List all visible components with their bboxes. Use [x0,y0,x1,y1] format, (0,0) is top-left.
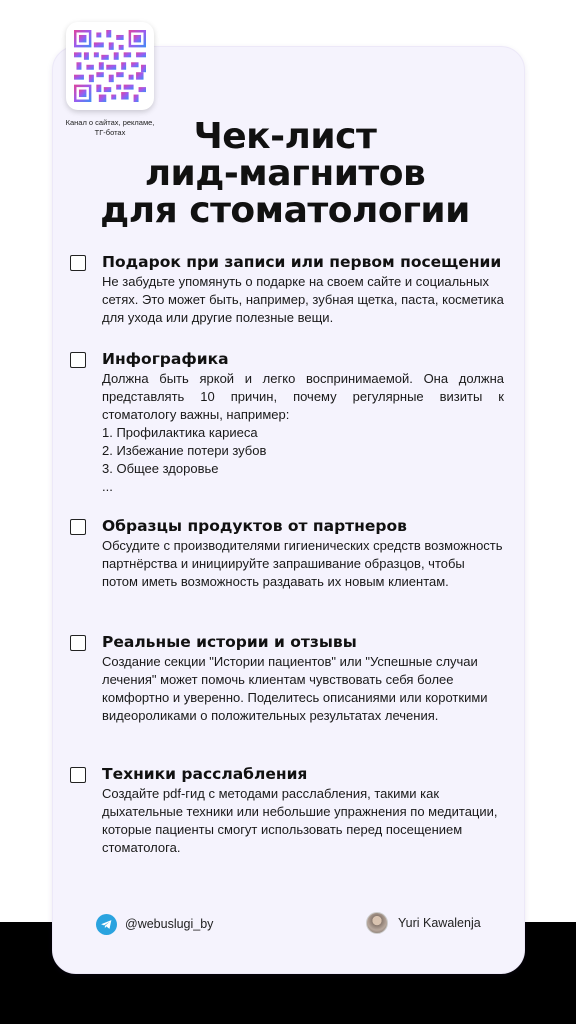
list-item: 1. Профилактика кариеса [102,425,258,440]
checkbox[interactable] [70,255,86,271]
checkbox[interactable] [70,519,86,535]
item-list [102,424,504,496]
qr-caption: Канал о сайтах, рекламе, ТГ-ботах [65,118,155,137]
qr-code[interactable] [66,22,154,110]
list-item: 3. Общее здоровье [102,461,219,476]
telegram-handle: @webuslugi_by [125,917,214,931]
title-line-1: Чек-лист [193,116,377,157]
item-body: Обсудите с производителями гигиенических средств возможность партнёрства и инициируйте запрашивание образцов, чтобы потом иметь возможность раздавать их новым клиентам. [102,538,503,589]
avatar [366,912,388,934]
checklist-item-relaxation [70,763,510,863]
list-item: ... [102,479,113,494]
item-title: Реальные истории и отзывы [102,633,357,651]
telegram-link[interactable] [96,912,213,936]
item-title: Подарок при записи или первом посещении [102,253,502,271]
item-body: Создание секции "Истории пациентов" или "Успешные случаи лечения" может помочь клиентам чувствовать себя более комфортно и уверенно. Поделитесь описаниями или короткими видеороликами о положительных результатах лечения. [102,654,488,723]
item-title: Техники расслабления [102,765,308,783]
page-title [70,118,500,229]
title-line-3: для стоматологии [100,190,470,231]
item-body: Не забудьте упомянуть о подарке на своем сайте и социальных сетях. Это может быть, например, зубная щетка, паста, косметика для ухода или другие полезные вещи. [102,274,504,325]
checklist-item-infographic [70,348,510,498]
checklist-item-gift [70,251,510,331]
checklist-item-samples [70,515,510,615]
item-body [102,370,504,496]
item-body: Создайте pdf-гид с методами расслабления, такими как дыхательные техники или небольшие упражнения по медитации, которые пациенты смогут использовать перед посещением стоматолога. [102,786,498,855]
item-title: Инфографика [102,350,229,368]
author-name: Yuri Kawalenja [398,916,481,930]
checkbox[interactable] [70,352,86,368]
author [366,911,481,935]
telegram-icon [96,914,117,935]
list-item: 2. Избежание потери зубов [102,443,267,458]
checkbox[interactable] [70,767,86,783]
title-line-2: лид-магнитов [144,153,426,194]
checkbox[interactable] [70,635,86,651]
checklist-item-stories [70,631,510,746]
item-body-text: Должна быть яркой и легко воспринимаемой. Она должна представлять 10 причин, почему регулярные визиты к стоматологу важны, например: [102,371,504,422]
item-title: Образцы продуктов от партнеров [102,517,407,535]
qr-code-icon [74,30,146,102]
